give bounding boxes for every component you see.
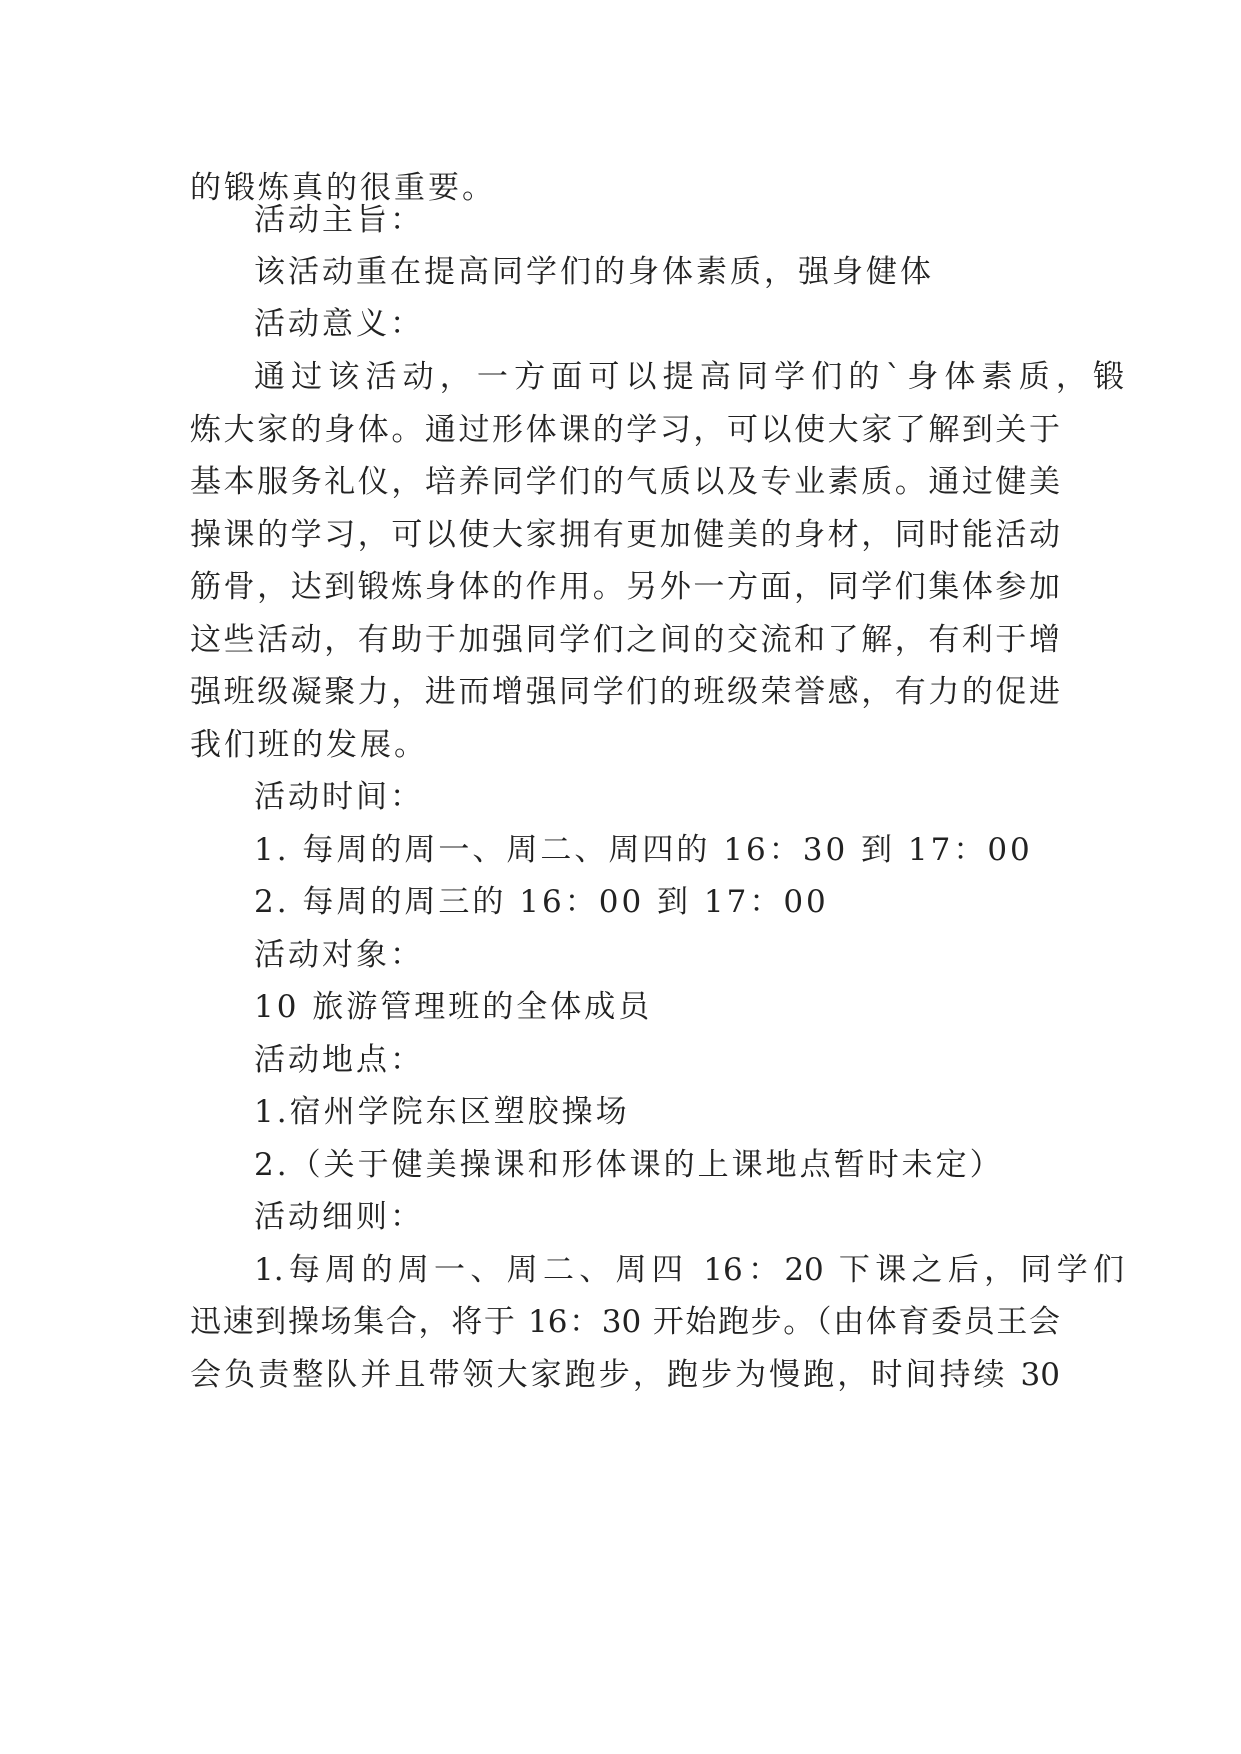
list-item: 1.宿州学院东区塑胶操场 <box>254 1094 630 1130</box>
text-line: 操课的学习，可以使大家拥有更加健美的身材，同时能活动 <box>190 517 1060 553</box>
list-item: 2. 每周的周三的 16：00 到 17：00 <box>254 884 829 920</box>
text-line: 强班级凝聚力，进而增强同学们的班级荣誉感，有力的促进 <box>190 674 1060 710</box>
list-item: 2.（关于健美操课和形体课的上课地点暂时未定） <box>254 1147 1004 1183</box>
text-line: 这些活动，有助于加强同学们之间的交流和了解，有利于增 <box>190 622 1060 658</box>
section-heading-location: 活动地点： <box>254 1042 424 1078</box>
text-line: 基本服务礼仪，培养同学们的气质以及专业素质。通过健美 <box>190 464 1060 500</box>
text-line: 10 旅游管理班的全体成员 <box>254 989 653 1025</box>
text-line: 该活动重在提高同学们的身体素质，强身健体 <box>254 254 934 290</box>
section-heading-target: 活动对象： <box>254 937 424 973</box>
text-line: 迅速到操场集合，将于 16：30 开始跑步。（由体育委员王会 <box>190 1304 1060 1340</box>
text-line: 的锻炼真的很重要。 <box>190 170 496 206</box>
list-item: 1.每周的周一、周二、周四 16：20 下课之后，同学们 <box>254 1252 1124 1288</box>
text-line: 炼大家的身体。通过形体课的学习，可以使大家了解到关于 <box>190 412 1060 448</box>
section-heading-purpose: 活动主旨： <box>254 202 424 238</box>
list-item: 1. 每周的周一、周二、周四的 16：30 到 17：00 <box>254 832 1033 868</box>
text-line: 通过该活动，一方面可以提高同学们的`身体素质，锻 <box>254 359 1124 395</box>
text-line: 我们班的发展。 <box>190 727 428 763</box>
text-line: 会负责整队并且带领大家跑步，跑步为慢跑，时间持续 30 <box>190 1357 1060 1393</box>
section-heading-significance: 活动意义： <box>254 306 424 342</box>
section-heading-rules: 活动细则： <box>254 1199 424 1235</box>
section-heading-time: 活动时间： <box>254 779 424 815</box>
text-line: 筋骨，达到锻炼身体的作用。另外一方面，同学们集体参加 <box>190 569 1060 605</box>
